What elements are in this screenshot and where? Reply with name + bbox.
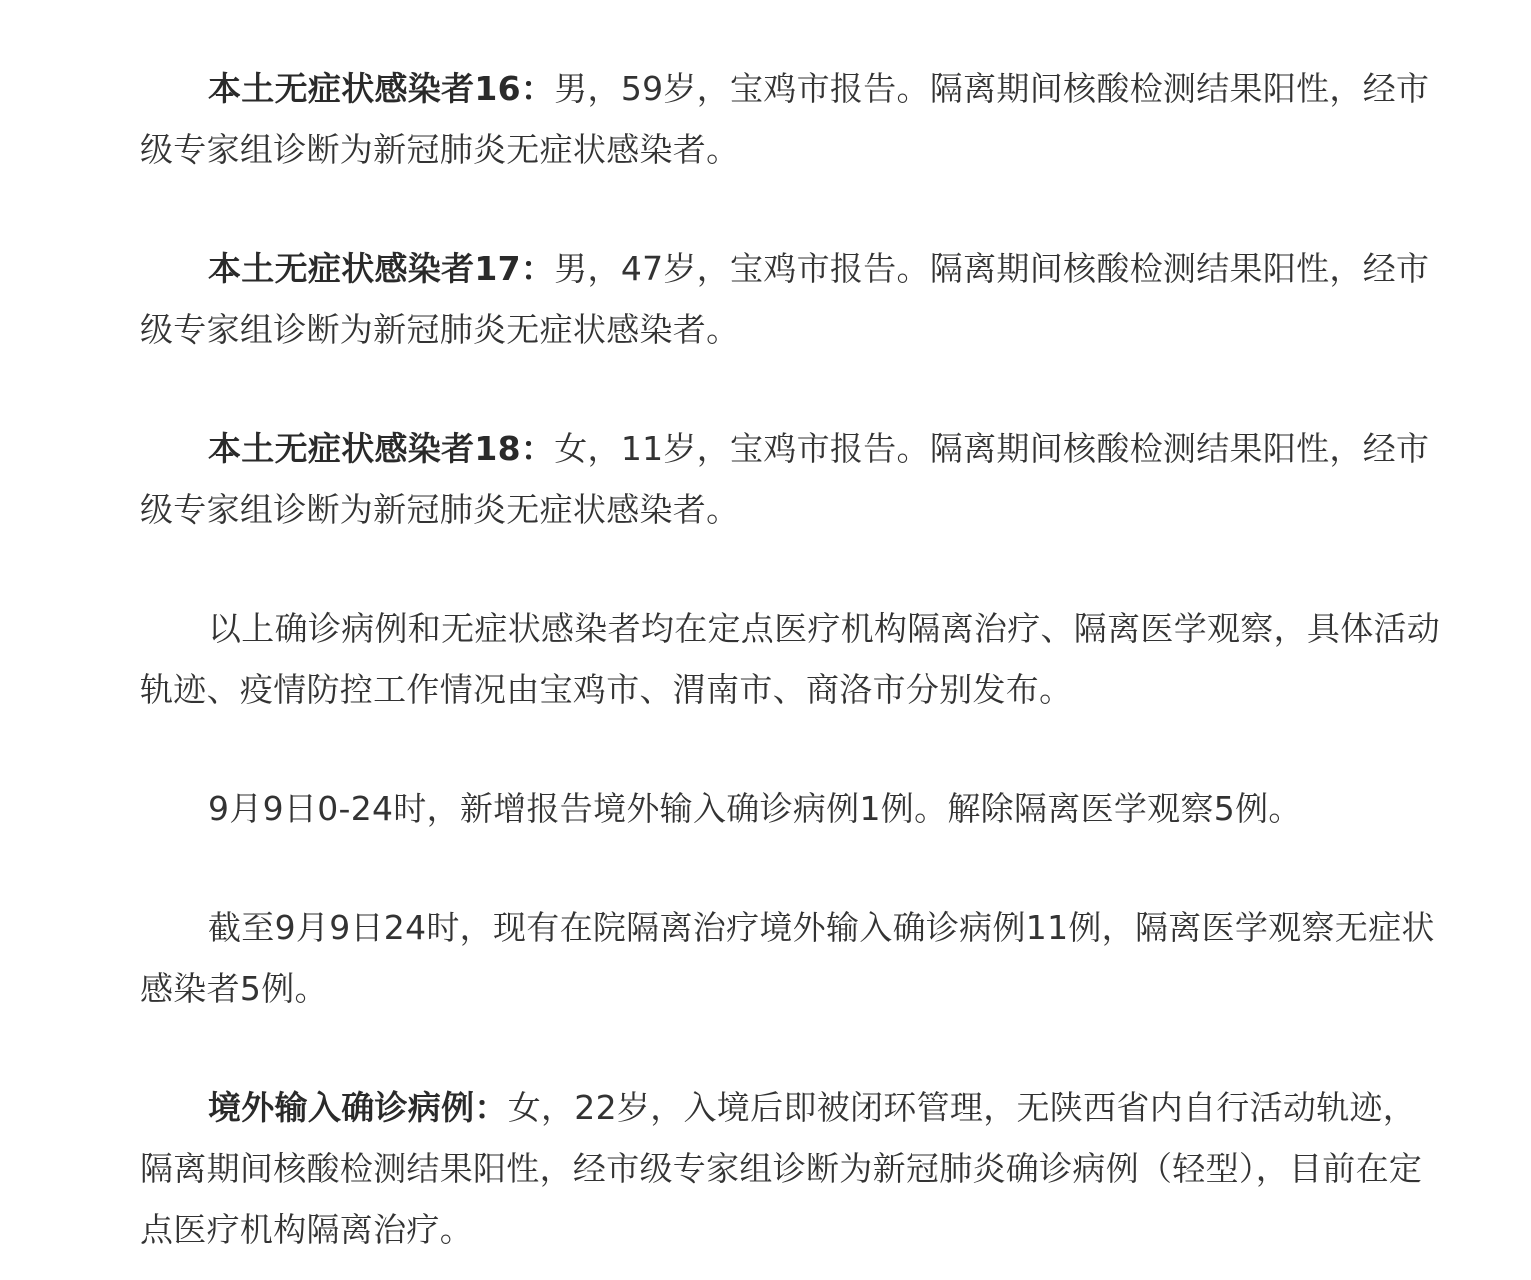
- paragraph-lead: 本土无症状感染者16：: [208, 69, 555, 108]
- paragraph-new-imported: [140, 778, 1445, 839]
- paragraph-lead: 本土无症状感染者17：: [208, 249, 555, 288]
- paragraph-asymptomatic-18: [140, 418, 1445, 540]
- paragraph-asymptomatic-16: [140, 58, 1445, 180]
- paragraph-imported-case: [140, 1077, 1445, 1260]
- paragraph-text: 男，59岁，宝鸡市报告。隔离期间核酸检测结果阳性，经市级专家组诊断为新冠肺炎无症状感染者。: [140, 69, 1430, 169]
- paragraph-text: 女，11岁，宝鸡市报告。隔离期间核酸检测结果阳性，经市级专家组诊断为新冠肺炎无症状感染者。: [140, 429, 1430, 529]
- paragraph-lead: 本土无症状感染者18：: [208, 429, 555, 468]
- paragraph-text: 男，47岁，宝鸡市报告。隔离期间核酸检测结果阳性，经市级专家组诊断为新冠肺炎无症状感染者。: [140, 249, 1430, 349]
- article-body: [140, 58, 1445, 1260]
- paragraph-summary-treatment: [140, 598, 1445, 720]
- paragraph-asymptomatic-17: [140, 238, 1445, 360]
- paragraph-text: 截至9月9日24时，现有在院隔离治疗境外输入确诊病例11例，隔离医学观察无症状感染者5例。: [140, 908, 1435, 1008]
- paragraph-text: 9月9日0-24时，新增报告境外输入确诊病例1例。解除隔离医学观察5例。: [208, 789, 1302, 828]
- paragraph-text: 以上确诊病例和无症状感染者均在定点医疗机构隔离治疗、隔离医学观察，具体活动轨迹、疫情防控工作情况由宝鸡市、渭南市、商洛市分别发布。: [140, 609, 1441, 709]
- paragraph-current-totals: [140, 897, 1445, 1019]
- paragraph-text: 女，22岁，入境后即被闭环管理，无陕西省内自行活动轨迹，隔离期间核酸检测结果阳性，经市级专家组诊断为新冠肺炎确诊病例（轻型），目前在定点医疗机构隔离治疗。: [140, 1088, 1423, 1249]
- paragraph-lead: 境外输入确诊病例：: [208, 1088, 508, 1127]
